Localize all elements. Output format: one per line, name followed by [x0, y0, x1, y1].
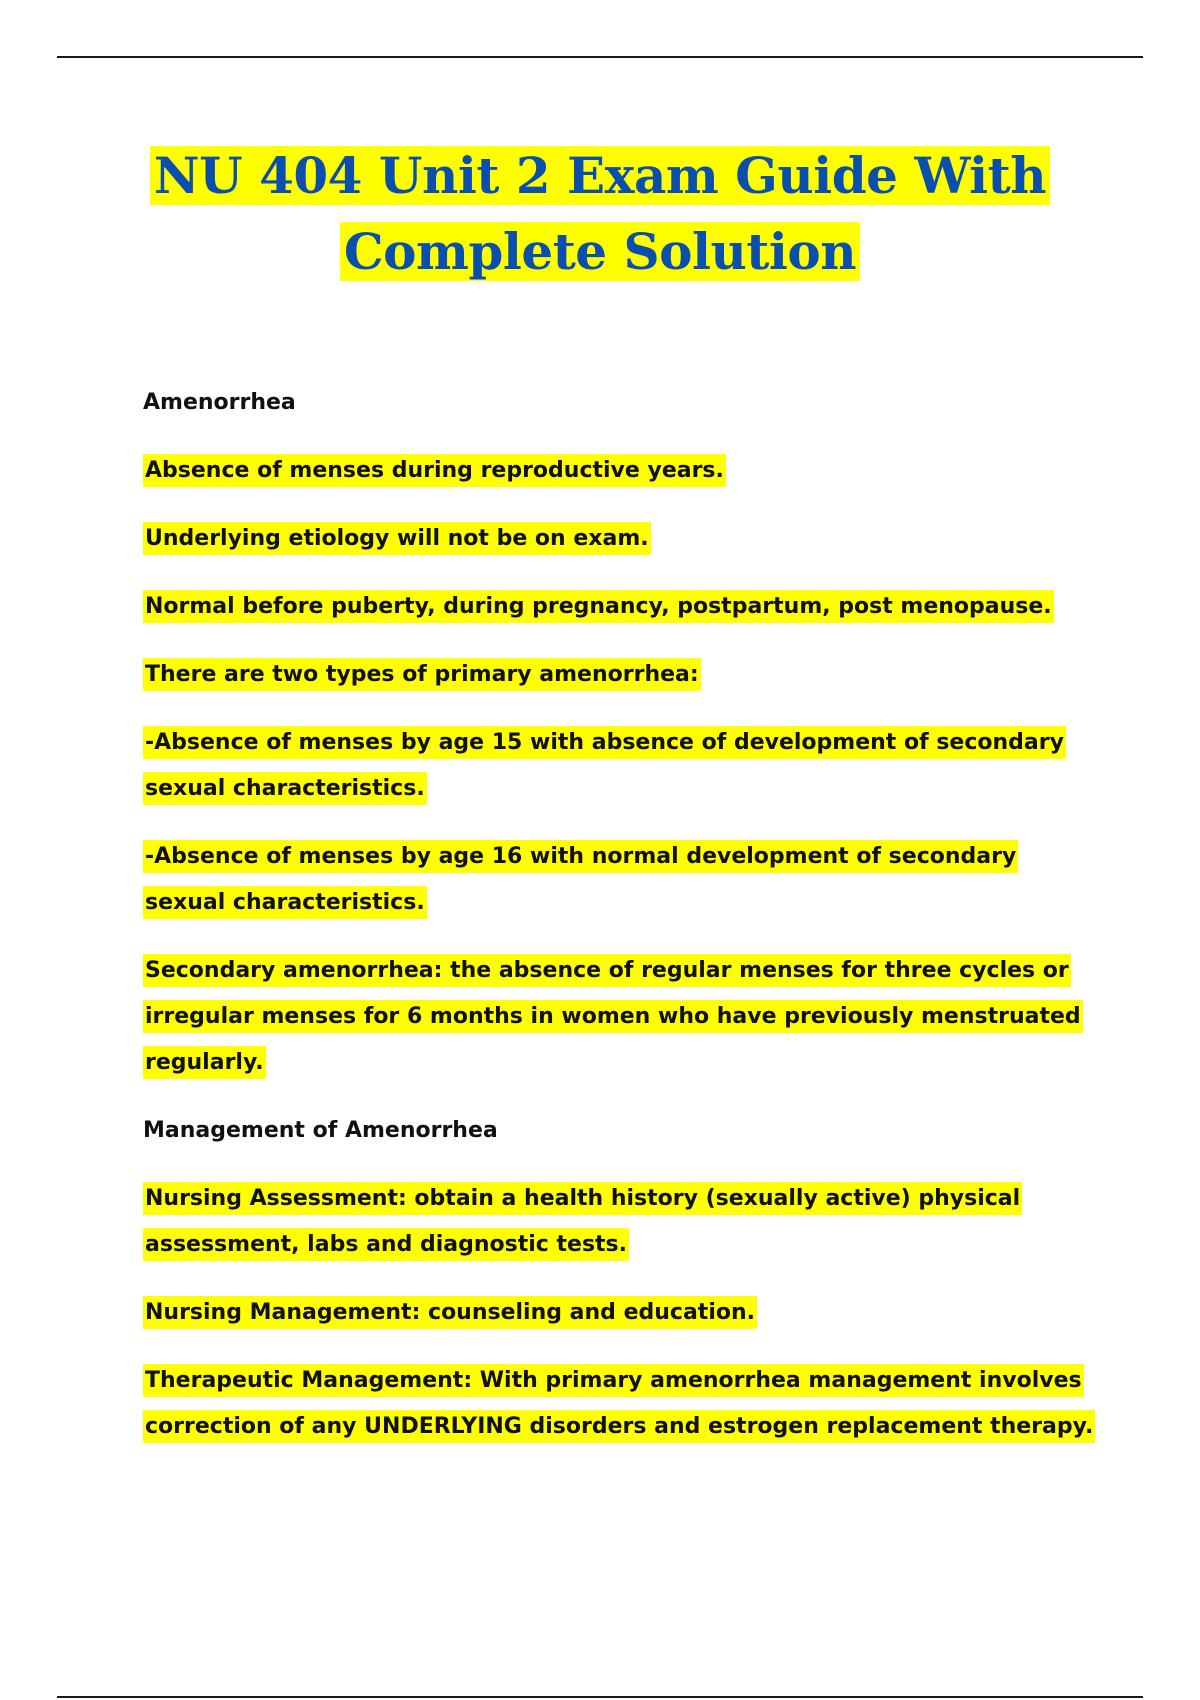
- paragraph: [143, 948, 1103, 1086]
- highlighted-text: Nursing Assessment: obtain a health history (sexually active) physical assessment, labs and diagnostic tests.: [143, 1182, 1022, 1261]
- paragraph: [143, 516, 1103, 562]
- highlighted-text: Secondary amenorrhea: the absence of regular menses for three cycles or irregular menses for 6 months in women who have previously menstruated regularly.: [143, 954, 1083, 1079]
- paragraph: [143, 1176, 1103, 1268]
- top-rule: [57, 56, 1143, 58]
- title-line-2: Complete Solution: [340, 222, 860, 281]
- highlighted-text: -Absence of menses by age 15 with absence of development of secondary sexual characteristics.: [143, 726, 1066, 805]
- highlighted-text: Underlying etiology will not be on exam.: [143, 522, 651, 555]
- document-body: [143, 380, 1103, 1450]
- paragraph: [143, 448, 1103, 494]
- heading-text: Management of Amenorrhea: [143, 1118, 498, 1143]
- heading-text: Amenorrhea: [143, 390, 296, 415]
- paragraph: [143, 834, 1103, 926]
- highlighted-text: -Absence of menses by age 16 with normal development of secondary sexual characteristics.: [143, 840, 1018, 919]
- highlighted-text: There are two types of primary amenorrhea:: [143, 658, 701, 691]
- title-line-1: NU 404 Unit 2 Exam Guide With: [150, 146, 1050, 205]
- highlighted-text: Absence of menses during reproductive years.: [143, 454, 726, 487]
- section-heading-management: [143, 1108, 1103, 1154]
- paragraph: [143, 652, 1103, 698]
- highlighted-text: Normal before puberty, during pregnancy, postpartum, post menopause.: [143, 590, 1054, 623]
- document-title: [0, 138, 1200, 290]
- section-heading-amenorrhea: [143, 380, 1103, 426]
- paragraph: [143, 584, 1103, 630]
- highlighted-text: Nursing Management: counseling and education.: [143, 1296, 757, 1329]
- bottom-rule: [57, 1696, 1143, 1698]
- paragraph: [143, 1358, 1103, 1450]
- highlighted-text: Therapeutic Management: With primary amenorrhea management involves correction of any UNDERLYING disorders and estrogen replacement therapy.: [143, 1364, 1095, 1443]
- paragraph: [143, 720, 1103, 812]
- paragraph: [143, 1290, 1103, 1336]
